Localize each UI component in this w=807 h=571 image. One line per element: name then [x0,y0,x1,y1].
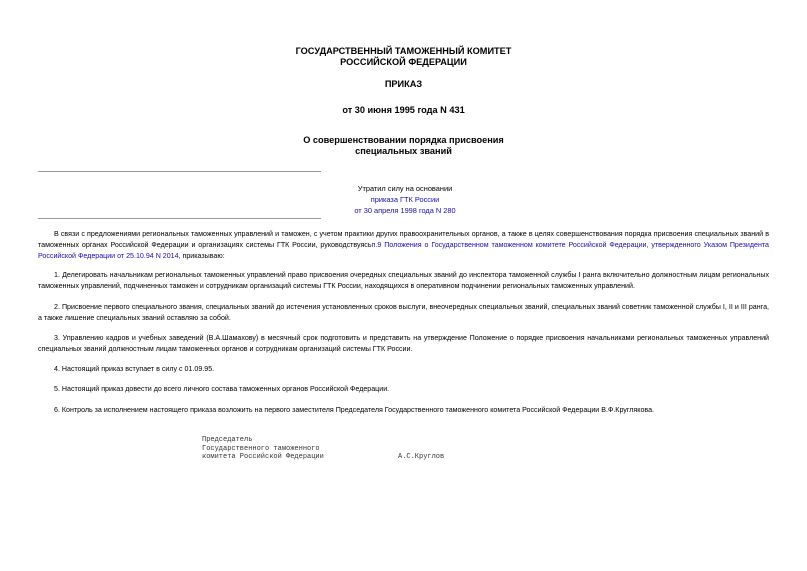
preamble-paragraph: В связи с предложениями региональных таможенных управлений и таможен, с учетом практики других правоохранительных органов, а также в целях совершенствования порядка присвоения специальных званий в таможенных органах Российской Федерации и организациях системы ГТК России, руководствуясьп.9 Положения о Государственном таможенном комитете Российской Федерации, утвержденного Указом Президента Российской Федерации от 25.10.94 N 2014, приказываю: [38,230,769,261]
signature-title-line1: Председатель [202,436,253,444]
status-link-line1[interactable]: приказа ГТК России [370,195,440,204]
status-link-line2[interactable]: от 30 апреля 1998 года N 280 [354,206,456,215]
order-item-1: 1. Делегировать начальникам региональных таможенных управлений право присвоения очередных специальных званий до инспектора таможенной службы I ранга включительно должностным лицам региональных таможенных управлений, подчиненных таможен и сотрудникам организаций системы ГТК России, находящихся в оперативном подчинении региональных таможенных управлений. [38,271,769,291]
order-item-6: 6. Контроль за исполнением настоящего приказа возложить на первого заместителя Председателя Государственного таможенного комитета Российской Федерации В.Ф.Круглякова. [54,406,654,414]
order-item-4: 4. Настоящий приказ вступает в силу с 01.09.95. [54,365,215,373]
doc-type: ПРИКАЗ [384,79,423,89]
org-name-line1: ГОСУДАРСТВЕННЫЙ ТАМОЖЕННЫЙ КОМИТЕТ [295,46,512,56]
doc-date-number: от 30 июня 1995 года N 431 [342,105,465,115]
status-text: Утратил силу на основании [357,184,453,193]
order-item-2: 2. Присвоение первого специального звания, специальных званий до истечения установленных сроков выслуги, внеочередных специальных званий, специальных званий советник таможенной службы I, II и III ранга, а также лишение специальных званий оставляю за собой. [38,303,769,323]
regulation-link[interactable]: п.9 Положения о Государственном таможенном комитете Российской Федерации, утвержденного Указом Президента Российской Федерации от 25.10.94 N 2014 [38,241,769,261]
doc-subject-line2: специальных званий [355,146,452,156]
doc-subject-line1: О совершенствовании порядка присвоения [303,135,504,145]
order-item-3: 3. Управлению кадров и учебных заведений (В.А.Шамахову) в месячный срок подготовить и представить на утверждение Положение о порядке присвоения начальниками региональных таможенных управлений специальных званий должностным лицам таможенных органов и сотрудникам организаций системы ГТК России. [38,334,769,354]
divider-bottom [38,218,321,219]
org-name-line2: РОССИЙСКОЙ ФЕДЕРАЦИИ [340,57,467,67]
order-item-5: 5. Настоящий приказ довести до всего личного состава таможенных органов Российской Федерации. [54,385,390,393]
signature-name: А.С.Круглов [398,453,445,461]
divider-top [38,171,321,172]
signature-title-line2: Государственного таможенного [202,444,320,453]
signature-title-line3: комитета Российской Федерации [202,453,324,462]
